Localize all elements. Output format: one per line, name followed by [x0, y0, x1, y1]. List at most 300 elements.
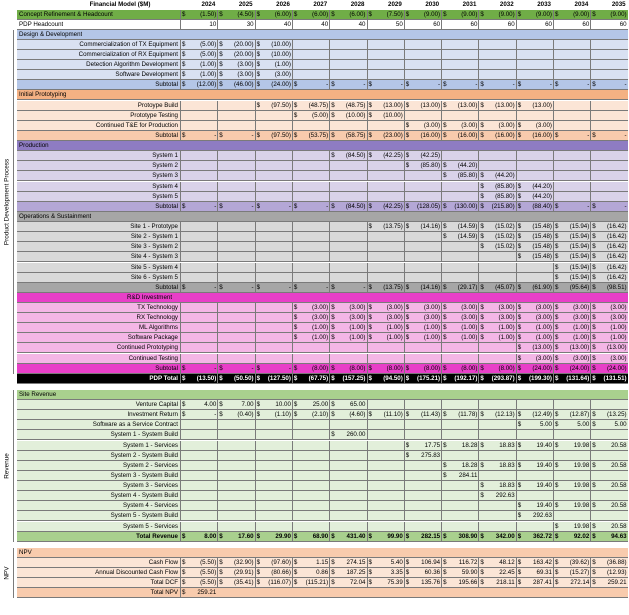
cell-value: -: [363, 81, 366, 89]
table-cell: [292, 242, 329, 252]
cell-value: (3.00): [610, 314, 627, 322]
table-cell: [590, 131, 627, 141]
table-cell: [441, 283, 478, 293]
table-cell: [590, 242, 627, 252]
table-cell: [404, 410, 441, 420]
cell-value: (199.30): [528, 374, 552, 382]
table-cell: [404, 354, 441, 364]
cell-value: 274.15: [346, 558, 366, 566]
table-row: [17, 400, 628, 410]
section-label-product: [0, 30, 14, 374]
cell-value: (157.25): [342, 374, 366, 382]
year-header: 2028: [350, 1, 365, 8]
table-row: [17, 491, 628, 501]
cell-value: (32.90): [233, 558, 254, 566]
currency-symbol: $: [517, 283, 522, 291]
cell-value: (15.48): [532, 223, 552, 231]
cell-value: (3.00): [535, 303, 552, 311]
currency-symbol: $: [592, 202, 596, 210]
row-label: Site 1 - Prototype: [130, 223, 178, 231]
cell-value: 48.12: [499, 558, 515, 566]
table-row: [17, 202, 628, 212]
cell-value: 17.75: [424, 441, 441, 449]
table-cell: [217, 471, 254, 481]
table-cell: [441, 374, 478, 384]
currency-symbol: $: [256, 532, 261, 540]
table-cell: [329, 323, 366, 333]
currency-symbol: $: [405, 558, 410, 566]
cell-value: (24.00): [271, 81, 291, 89]
section-label-text: Product Development Process: [3, 158, 10, 245]
table-cell: [441, 50, 478, 60]
currency-symbol: $: [592, 273, 596, 281]
table-row: [17, 182, 628, 192]
table-cell: [180, 192, 217, 202]
cell-value: (6.00): [312, 10, 329, 18]
table-cell: [404, 451, 441, 461]
currency-symbol: $: [555, 532, 559, 540]
cell-value: 431.40: [346, 532, 366, 540]
cell-value: 22.45: [499, 568, 515, 576]
cell-value: -: [214, 411, 217, 419]
table-cell: [590, 374, 627, 384]
table-row: [17, 40, 628, 50]
currency-symbol: $: [443, 303, 447, 311]
currency-symbol: $: [405, 364, 410, 372]
cell-value: (13.00): [532, 344, 552, 352]
currency-symbol: $: [182, 532, 186, 540]
cell-value: (3.00): [573, 314, 590, 322]
row-label: Total DCF: [150, 579, 178, 587]
table-cell: [217, 252, 254, 262]
table-cell: [478, 40, 515, 50]
table-cell: [478, 491, 515, 501]
table-cell: [217, 70, 254, 80]
table-cell: [516, 491, 553, 501]
table-cell: [255, 50, 292, 60]
table-cell: [292, 303, 329, 313]
table-cell: [292, 313, 329, 323]
table-cell: [367, 283, 404, 293]
table-cell: [367, 80, 404, 90]
table-cell: [553, 283, 590, 293]
table-cell: [516, 364, 553, 374]
table-cell: [590, 121, 627, 131]
currency-symbol: $: [517, 243, 522, 251]
table-cell: [516, 121, 553, 131]
table-cell: [404, 481, 441, 491]
currency-symbol: $: [405, 303, 410, 311]
table-cell: [255, 111, 292, 121]
currency-symbol: $: [368, 568, 372, 576]
table-cell: [255, 522, 292, 532]
cell-value: 18.83: [499, 461, 515, 469]
cell-value: (3.00): [535, 354, 552, 362]
row-label: Site 3 - System 2: [130, 243, 178, 251]
cell-value: (15.27): [569, 568, 590, 576]
table-cell: [217, 323, 254, 333]
cell-value: (14.59): [457, 233, 478, 241]
row-label: System 3: [152, 172, 178, 180]
currency-symbol: $: [480, 324, 484, 332]
currency-symbol: $: [182, 374, 186, 382]
currency-symbol: $: [555, 482, 559, 490]
table-cell: [553, 263, 590, 273]
currency-symbol: $: [555, 354, 559, 362]
currency-symbol: $: [219, 81, 223, 89]
table-cell: [255, 131, 292, 141]
table-cell: [553, 578, 590, 588]
table-row: [17, 10, 628, 20]
table-row: [17, 374, 628, 384]
currency-symbol: $: [443, 283, 447, 291]
cell-value: (3.00): [349, 303, 366, 311]
table-cell: [590, 410, 627, 420]
table-row: [17, 588, 628, 598]
table-row: [17, 121, 628, 131]
table-cell: [292, 70, 329, 80]
currency-symbol: $: [256, 131, 261, 139]
table-cell: [292, 558, 329, 568]
table-cell: [292, 252, 329, 262]
table-cell: [404, 263, 441, 273]
table-cell: [180, 588, 217, 598]
currency-symbol: $: [293, 334, 298, 342]
cell-value: (42.25): [383, 202, 403, 210]
cell-value: 5.40: [390, 558, 403, 566]
cell-value: 5.00: [577, 421, 590, 429]
currency-symbol: $: [592, 334, 596, 342]
table-cell: [367, 192, 404, 202]
currency-symbol: $: [443, 471, 447, 479]
cell-value: (16.00): [532, 131, 552, 139]
table-cell: [180, 202, 217, 212]
currency-symbol: $: [555, 223, 559, 231]
currency-symbol: $: [592, 131, 596, 139]
table-cell: [329, 420, 366, 430]
table-cell: [180, 481, 217, 491]
table-cell: [441, 323, 478, 333]
table-cell: [590, 252, 627, 262]
currency-symbol: $: [368, 411, 372, 419]
cell-value: (15.94): [569, 243, 590, 251]
table-cell: [292, 151, 329, 161]
year-header: 2035: [611, 1, 626, 8]
table-cell: [404, 70, 441, 80]
currency-symbol: $: [256, 364, 261, 372]
table-cell: [516, 20, 553, 30]
currency-symbol: $: [405, 314, 410, 322]
table-row: [17, 131, 628, 141]
table-cell: [329, 400, 366, 410]
cell-value: (84.50): [345, 152, 366, 160]
table-cell: [404, 568, 441, 578]
table-cell: [441, 481, 478, 491]
table-cell: [367, 491, 404, 501]
cell-value: (88.40): [532, 202, 552, 210]
table-cell: [329, 501, 366, 511]
table-cell: [292, 232, 329, 242]
cell-value: -: [326, 81, 329, 89]
table-row: [17, 390, 628, 400]
table-cell: [217, 263, 254, 273]
cell-value: -: [363, 283, 366, 291]
table-cell: [217, 192, 254, 202]
table-cell: [590, 20, 627, 30]
currency-symbol: $: [517, 303, 522, 311]
table-cell: [255, 410, 292, 420]
currency-symbol: $: [592, 421, 596, 429]
currency-symbol: $: [517, 233, 522, 241]
table-cell: [329, 491, 366, 501]
table-cell: [217, 364, 254, 374]
currency-symbol: $: [368, 374, 372, 382]
table-cell: [255, 333, 292, 343]
table-cell: [516, 374, 553, 384]
cell-value: (3.00): [461, 121, 478, 129]
row-label: Continued Testing: [128, 354, 178, 362]
table-cell: [367, 111, 404, 121]
table-row: [17, 192, 628, 202]
table-cell: [329, 151, 366, 161]
currency-symbol: $: [443, 558, 447, 566]
cell-value: (13.75): [383, 223, 403, 231]
currency-symbol: $: [331, 532, 335, 540]
cell-value: 18.28: [461, 441, 478, 449]
table-cell: [441, 263, 478, 273]
table-cell: [516, 222, 553, 232]
table-cell: [255, 568, 292, 578]
cell-value: (1.00): [200, 61, 217, 69]
table-cell: [217, 441, 254, 451]
table-cell: [553, 303, 590, 313]
table-cell: [180, 171, 217, 181]
cell-value: (1.00): [461, 324, 478, 332]
cell-value: 19.98: [573, 461, 590, 469]
row-label: System 3 - Services: [122, 482, 178, 490]
cell-value: (1.00): [535, 324, 552, 332]
currency-symbol: $: [219, 202, 223, 210]
table-row: [17, 101, 628, 111]
table-cell: [292, 222, 329, 232]
currency-symbol: $: [293, 303, 298, 311]
cell-value: (1.00): [610, 324, 627, 332]
table-cell: [441, 578, 478, 588]
cell-value: 163.42: [533, 558, 552, 566]
cell-value: (15.48): [532, 253, 552, 261]
row-label: Subtotal: [155, 202, 178, 210]
currency-symbol: $: [219, 10, 223, 18]
table-cell: [329, 511, 366, 521]
currency-symbol: $: [405, 162, 410, 170]
table-cell: [590, 182, 627, 192]
table-cell: [404, 283, 441, 293]
table-cell: [292, 80, 329, 90]
currency-symbol: $: [480, 441, 484, 449]
table-cell: [553, 171, 590, 181]
table-cell: [553, 252, 590, 262]
currency-symbol: $: [219, 131, 223, 139]
currency-symbol: $: [555, 273, 559, 281]
cell-value: (15.94): [569, 263, 590, 271]
table-cell: [292, 263, 329, 273]
table-cell: [329, 182, 366, 192]
table-cell: [516, 202, 553, 212]
table-cell: [441, 252, 478, 262]
row-label: Subtotal: [155, 364, 178, 372]
cell-value: (85.80): [457, 172, 478, 180]
currency-symbol: $: [443, 101, 447, 109]
table-cell: [329, 410, 366, 420]
currency-symbol: $: [480, 579, 484, 587]
table-cell: [217, 40, 254, 50]
cell-value: (85.80): [495, 182, 515, 190]
table-cell: [404, 333, 441, 343]
table-cell: [516, 182, 553, 192]
table-cell: [180, 364, 217, 374]
table-cell: [478, 20, 515, 30]
table-cell: [404, 323, 441, 333]
row-label: System 1: [152, 152, 178, 160]
currency-symbol: $: [592, 233, 596, 241]
table-cell: [292, 430, 329, 440]
table-cell: [441, 333, 478, 343]
cell-value: (1.00): [498, 324, 515, 332]
table-row: [17, 333, 628, 343]
cell-value: (13.25): [606, 411, 627, 419]
currency-symbol: $: [256, 411, 261, 419]
table-row: [17, 222, 628, 232]
table-cell: [553, 451, 590, 461]
table-cell: [590, 568, 627, 578]
table-cell: [217, 151, 254, 161]
currency-symbol: $: [443, 223, 447, 231]
year-header: 2033: [537, 1, 551, 8]
cell-value: (1.00): [349, 324, 366, 332]
row-label: Total NPV: [150, 589, 178, 597]
table-cell: [478, 374, 515, 384]
row-label: Commercialization of TX Equipment: [79, 40, 178, 48]
cell-value: (192.17): [454, 374, 478, 382]
cell-value: (116.07): [268, 579, 291, 587]
table-row: [17, 252, 628, 262]
table-cell: [180, 568, 217, 578]
table-cell: [255, 182, 292, 192]
cell-value: (15.02): [495, 243, 515, 251]
cell-value: (12.49): [532, 411, 552, 419]
table-cell: [292, 471, 329, 481]
table-cell: [217, 273, 254, 283]
table-cell: [590, 111, 627, 121]
cell-value: (3.00): [312, 314, 329, 322]
row-label: TX Technology: [137, 303, 178, 311]
currency-symbol: $: [331, 401, 335, 409]
table-cell: [255, 121, 292, 131]
currency-symbol: $: [368, 324, 372, 332]
cell-value: -: [288, 202, 291, 210]
cell-value: (44.20): [532, 192, 552, 200]
currency-symbol: $: [517, 253, 522, 261]
table-cell: [292, 511, 329, 521]
cell-value: (0.40): [237, 411, 254, 419]
table-cell: [404, 80, 441, 90]
currency-symbol: $: [592, 482, 596, 490]
table-cell: [292, 532, 329, 542]
table-cell: [329, 111, 366, 121]
table-cell: [404, 522, 441, 532]
table-cell: [478, 182, 515, 192]
cell-value: (97.50): [271, 131, 291, 139]
table-cell: [180, 151, 217, 161]
currency-symbol: $: [219, 579, 223, 587]
currency-symbol: $: [555, 243, 559, 251]
cell-value: -: [214, 283, 217, 291]
table-cell: [478, 313, 515, 323]
year-header: 2032: [499, 1, 514, 8]
currency-symbol: $: [480, 492, 484, 500]
table-cell: [441, 343, 478, 353]
table-cell: [441, 40, 478, 50]
table-cell: [180, 10, 217, 20]
cell-value: (13.75): [383, 283, 403, 291]
currency-symbol: $: [293, 283, 298, 291]
currency-symbol: $: [443, 10, 447, 18]
table-cell: [553, 374, 590, 384]
currency-symbol: $: [592, 568, 596, 576]
table-cell: [404, 558, 441, 568]
cell-value: (3.00): [573, 303, 590, 311]
table-cell: [329, 222, 366, 232]
table-cell: [329, 131, 366, 141]
table-cell: [367, 430, 404, 440]
currency-symbol: $: [517, 411, 522, 419]
table-cell: [478, 50, 515, 60]
table-cell: [553, 471, 590, 481]
cell-value: (127.50): [267, 374, 291, 382]
table-cell: [217, 430, 254, 440]
table-cell: [180, 283, 217, 293]
currency-symbol: $: [405, 324, 410, 332]
currency-symbol: $: [555, 283, 559, 291]
cell-value: 282.15: [421, 532, 441, 540]
table-cell: [553, 491, 590, 501]
currency-symbol: $: [368, 111, 372, 119]
table-cell: [292, 10, 329, 20]
table-cell: [441, 451, 478, 461]
table-cell: [367, 121, 404, 131]
cell-value: (61.90): [532, 283, 552, 291]
table-cell: [404, 252, 441, 262]
table-cell: [516, 111, 553, 121]
table-row: [17, 90, 628, 100]
table-cell: [441, 532, 478, 542]
currency-symbol: $: [517, 121, 522, 129]
year-header: 2024: [201, 1, 216, 8]
cell-value: (15.94): [569, 223, 590, 231]
currency-symbol: $: [368, 364, 372, 372]
currency-symbol: $: [405, 568, 410, 576]
table-cell: [180, 303, 217, 313]
cell-value: (44.20): [457, 162, 478, 170]
currency-symbol: $: [480, 334, 484, 342]
table-cell: [590, 10, 627, 20]
currency-symbol: $: [256, 568, 261, 576]
table-cell: [255, 151, 292, 161]
table-cell: [329, 171, 366, 181]
row-label: Annual Discounted Cash Flow: [95, 568, 178, 576]
table-cell: [441, 242, 478, 252]
table-row: [17, 420, 628, 430]
